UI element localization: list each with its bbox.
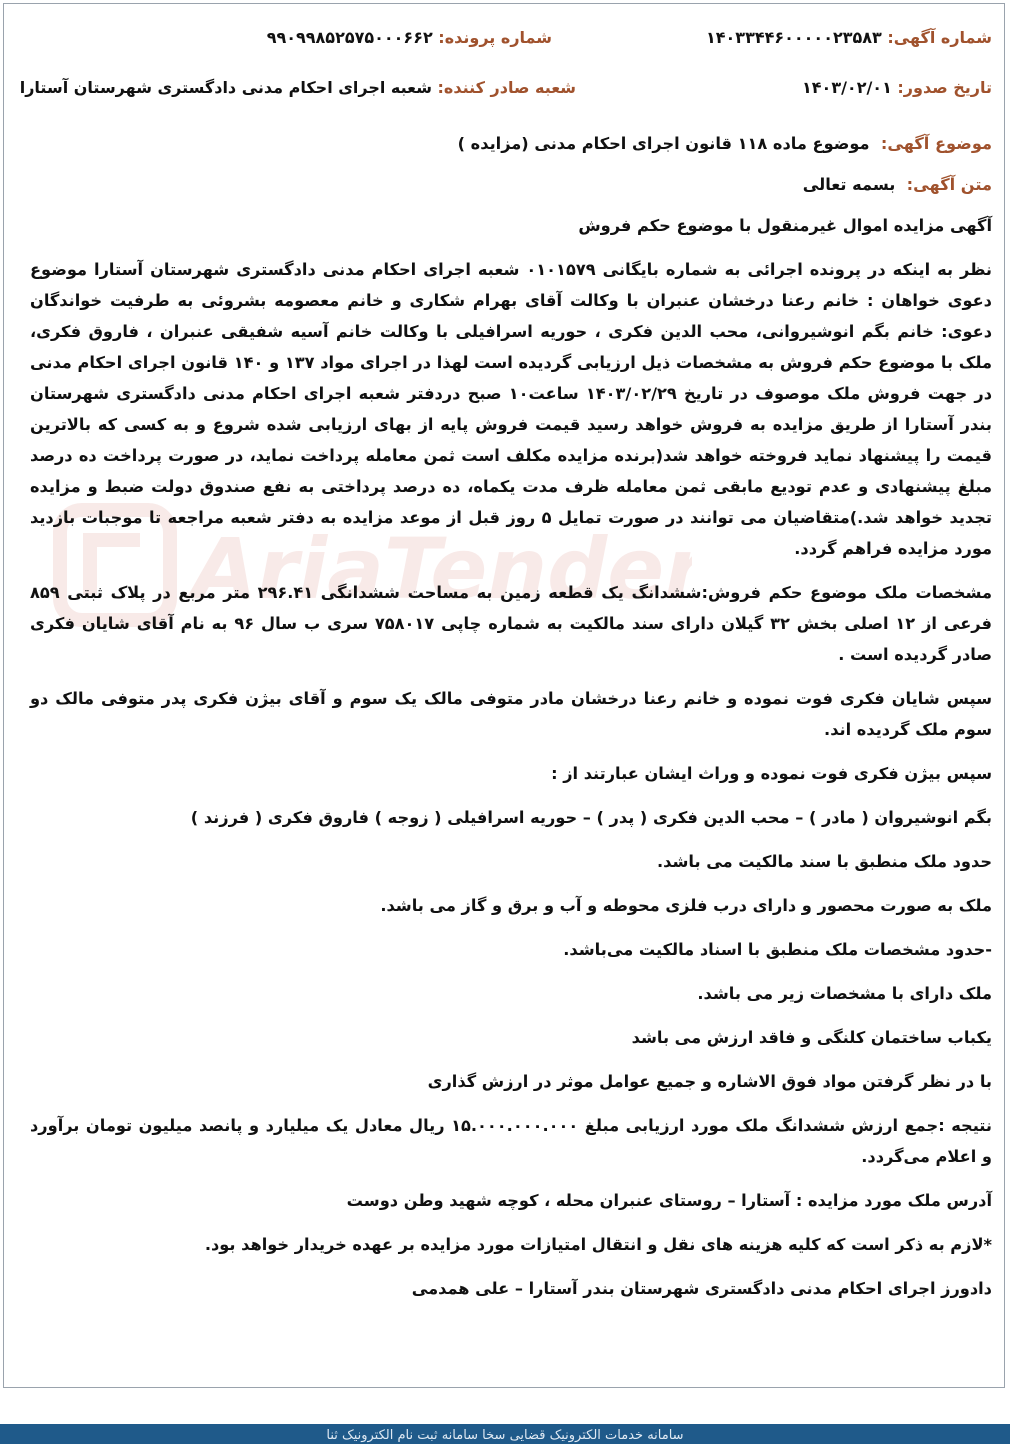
subject-label: موضوع آگهی:: [880, 134, 992, 153]
announcement-content: [30, 128, 992, 1317]
subject-row: [30, 128, 992, 159]
text-label: متن آگهی:: [906, 175, 992, 194]
paragraph-address: آدرس ملک مورد مزایده : آستارا – روستای عنبران محله ، کوچه شهید وطن دوست: [346, 1191, 992, 1210]
case-number-value: ۹۹۰۹۹۸۵۲۵۷۵۰۰۰۶۶۲: [266, 28, 433, 47]
paragraph-features-intro: ملک دارای با مشخصات زیر می باشد.: [697, 984, 992, 1003]
paragraph-building: یکباب ساختمان کلنگی و فاقد ارزش می باشد: [631, 1028, 992, 1047]
announcement-title: آگهی مزایده اموال غیرمنقول با موضوع حکم فروش: [578, 216, 992, 235]
paragraph-signature: دادورز اجرای احکام مدنی دادگستری شهرستان بندر آستارا – علی همدمی: [411, 1279, 992, 1298]
subject-value: موضوع ماده ۱۱۸ قانون اجرای احکام مدنی (مزایده ): [457, 134, 870, 153]
paragraph-ownership-transfer: سپس شایان فکری فوت نموده و خانم رعنا درخشان مادر متوفی مالک یک سوم و آقای بیژن فکری پدر متوفی مالک دو سوم ملک گردیده اند.: [30, 689, 992, 739]
paragraph-property-specs: مشخصات ملک موضوع حکم فروش:ششدانگ یک قطعه زمین به مساحت ششدانگی ۲۹۶.۴۱ متر مربع در پلاک ثبتی ۸۵۹ فرعی از ۱۲ اصلی بخش ۳۲ گیلان دارای سند مالکیت به شماره چاپی ۷۵۸۰۱۷ سری ب سال ۹۶ به نام آقای شایان فکری صادر گردیده است .: [30, 583, 992, 664]
paragraph-heirs-intro: سپس بیژن فکری فوت نموده و وراث ایشان عبارتند از :: [551, 764, 992, 783]
paragraph-case-details: نظر به اینکه در پرونده اجرائی به شماره بایگانی ۰۱۰۱۵۷۹ شعبه اجرای احکام مدنی دادگستری شهرستان آستارا موضوع دعوی خواهان : خانم رعنا درخشان عنبران با وکالت آقای بهرام شکاری و خانم معصومه بشروئی به طرفیت خواندگان دعوی: خانم بگم انوشیروانی، محب الدین فکری ، حوریه اسرافیلی با وکالت خانم آسیه شفیقی عنبران ، فاروق فکری، ملک با موضوع حکم فروش به مشخصات ذیل ارزیابی گردیده است لهذا در اجرای مواد ۱۳۷ و ۱۴۰ قانون اجرای احکام مدنی در جهت فروش ملک موصوف در تاریخ ۱۴۰۳/۰۲/۲۹ ساعت۱۰ صبح دردفتر شعبه اجرای احکام مدنی دادگستری شهرستان بندر آستارا از طریق مزایده به فروش خواهد رسید قیمت فروش پایه از بهای ارزیابی شده شروع و به کسی که بالاترین قیمت را پیشنهاد نماید فروخته خواهد شد(برنده مزایده مکلف است ثمن معامله پرداخت نماید، در صورت پرداخت ده درصد مبلغ پیشنهادی و عدم توديع مابقی ثمن معامله ظرف مدت یکماه، ده درصد پرداختی به نفع صندوق دولت ضبط و مزایده تجدید خواهد شد.)متقاضیان می توانند در صورت تمایل ۵ روز قبل از موعد مزایده به دفتر شعبه مراجعه تا موجبات بازدید مورد مزایده فراهم گردد.: [30, 260, 993, 558]
issue-date: [802, 78, 992, 97]
issuing-branch-value: شعبه اجرای احکام مدنی دادگستری شهرستان آستارا: [19, 78, 432, 97]
issue-date-label: تاریخ صدور:: [897, 78, 992, 97]
paragraph-valuation-result: نتیجه :جمع ارزش ششدانگ ملک مورد ارزیابی مبلغ ۱۵.۰۰۰.۰۰۰.۰۰۰ ریال معادل یک میلیارد و پانصد میلیون تومان برآورد و اعلام می‌گردد.: [30, 1116, 992, 1166]
paragraph-boundaries-docs: -حدود مشخصات ملک منطبق با اسناد مالکیت می‌باشد.: [563, 940, 992, 959]
paragraph-considering: با در نظر گرفتن مواد فوق الاشاره و جمیع عوامل موثر در ارزش گذاری: [427, 1072, 992, 1091]
text-opening: بسمه تعالی: [802, 175, 896, 194]
issuing-branch: [20, 78, 576, 97]
ad-number: [706, 28, 992, 47]
paragraph-enclosure: ملک به صورت محصور و دارای درب فلزی محوطه و آب و برق و گاز می باشد.: [380, 896, 992, 915]
text-label-row: [30, 169, 992, 200]
issuing-branch-label: شعبه صادر کننده:: [437, 78, 576, 97]
paragraph-boundaries: حدود ملک منطبق با سند مالکیت می باشد.: [657, 852, 992, 871]
issue-date-value: ۱۴۰۳/۰۲/۰۱: [802, 78, 892, 97]
footer-links[interactable]: سامانه خدمات الکترونیک قضایی سخا سامانه ثبت نام الکترونیک ثنا: [326, 1428, 684, 1443]
ad-number-value: ۱۴۰۳۳۴۴۶۰۰۰۰۰۲۳۵۸۳: [706, 28, 882, 47]
ad-number-label: شماره آگهی:: [887, 28, 992, 47]
footer-bar: [0, 1424, 1010, 1444]
paragraph-costs-note: *لازم به ذکر است که کلیه هزینه های نقل و انتقال امتیازات مورد مزایده بر عهده خریدار خواهد بود.: [204, 1235, 992, 1254]
paragraph-heirs-list: بگم انوشیروان ( مادر ) – محب الدین فکری ( پدر ) – حوریه اسرافیلی ( زوجه ) فاروق فکری ( فرزند ): [190, 808, 992, 827]
case-number: [267, 28, 552, 47]
case-number-label: شماره پرونده:: [438, 28, 552, 47]
svg-text:AriaTender.neT: AriaTender: [192, 520, 692, 618]
